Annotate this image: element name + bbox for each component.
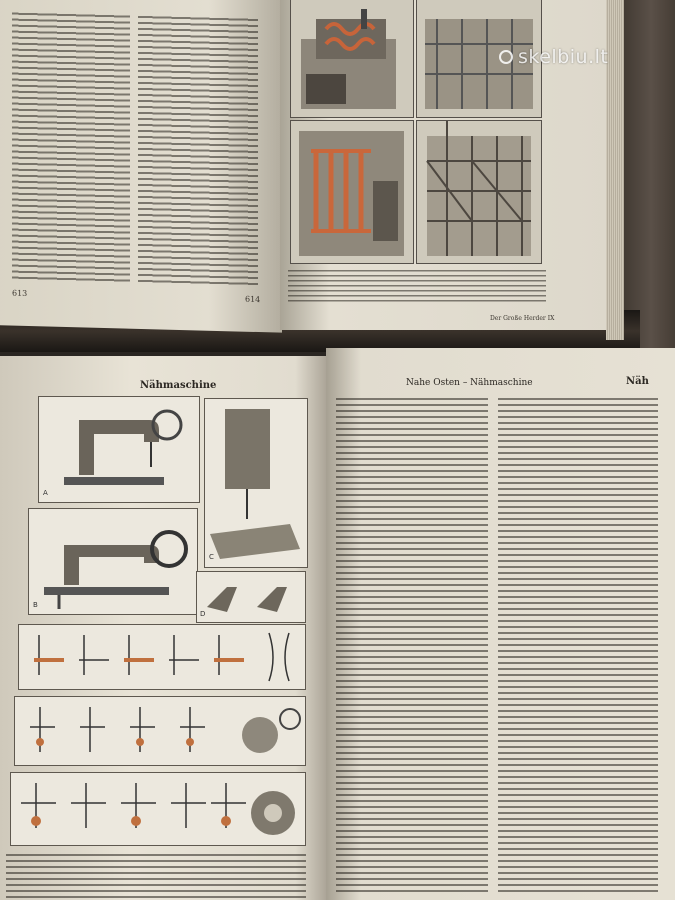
- sewing-machine-icon: [39, 397, 199, 502]
- sewing-machine-icon: [29, 509, 197, 614]
- sewing-machine-plate: A: [38, 396, 200, 503]
- stitch-diagram-icon: [19, 625, 305, 689]
- sewing-machine-detail-icon: [205, 399, 307, 567]
- top-book-left-page: [0, 0, 282, 333]
- sewing-machine-plate: D: [196, 571, 306, 623]
- boiler-illustrations: [290, 0, 542, 263]
- bottom-book-right-page: [326, 348, 675, 900]
- page-header: Nahe Osten – Nähmaschine: [406, 378, 533, 388]
- stitch-diagram-icon: [15, 697, 305, 765]
- sewing-machine-plate: C: [204, 398, 308, 568]
- stitch-diagram-row: [14, 696, 306, 766]
- boiler-illustration-icon: [291, 121, 413, 263]
- page-header-corner: Näh: [626, 376, 649, 387]
- text-column: [12, 11, 130, 284]
- page-number: 614: [245, 294, 261, 305]
- watermark-logo-icon: [498, 49, 514, 65]
- presser-foot-icon: [197, 572, 305, 622]
- text-column: [498, 396, 658, 896]
- figure-caption: [288, 268, 546, 303]
- watermark: skelbiu.lt: [500, 46, 608, 68]
- sewing-machine-plate: B: [28, 508, 198, 615]
- page-footer: Der Große Herder IX: [490, 315, 555, 322]
- plate-caption: [6, 852, 306, 900]
- boiler-illustration-icon: [291, 0, 413, 117]
- stitch-diagram-row: [18, 624, 306, 690]
- boiler-figure: [416, 120, 542, 264]
- text-column: [336, 396, 488, 896]
- boiler-illustration-icon: [417, 121, 541, 263]
- bottom-book-left-page: [0, 356, 328, 900]
- page-number: 613: [12, 288, 28, 298]
- boiler-figure: [290, 0, 414, 118]
- bottom-book: [0, 348, 675, 900]
- text-column: [138, 14, 258, 287]
- stitch-diagram-icon: [11, 773, 305, 845]
- page-header: Nähmaschine: [140, 380, 217, 391]
- page-edges: [606, 0, 624, 340]
- boiler-figure: [290, 120, 414, 264]
- stitch-diagram-row: [10, 772, 306, 846]
